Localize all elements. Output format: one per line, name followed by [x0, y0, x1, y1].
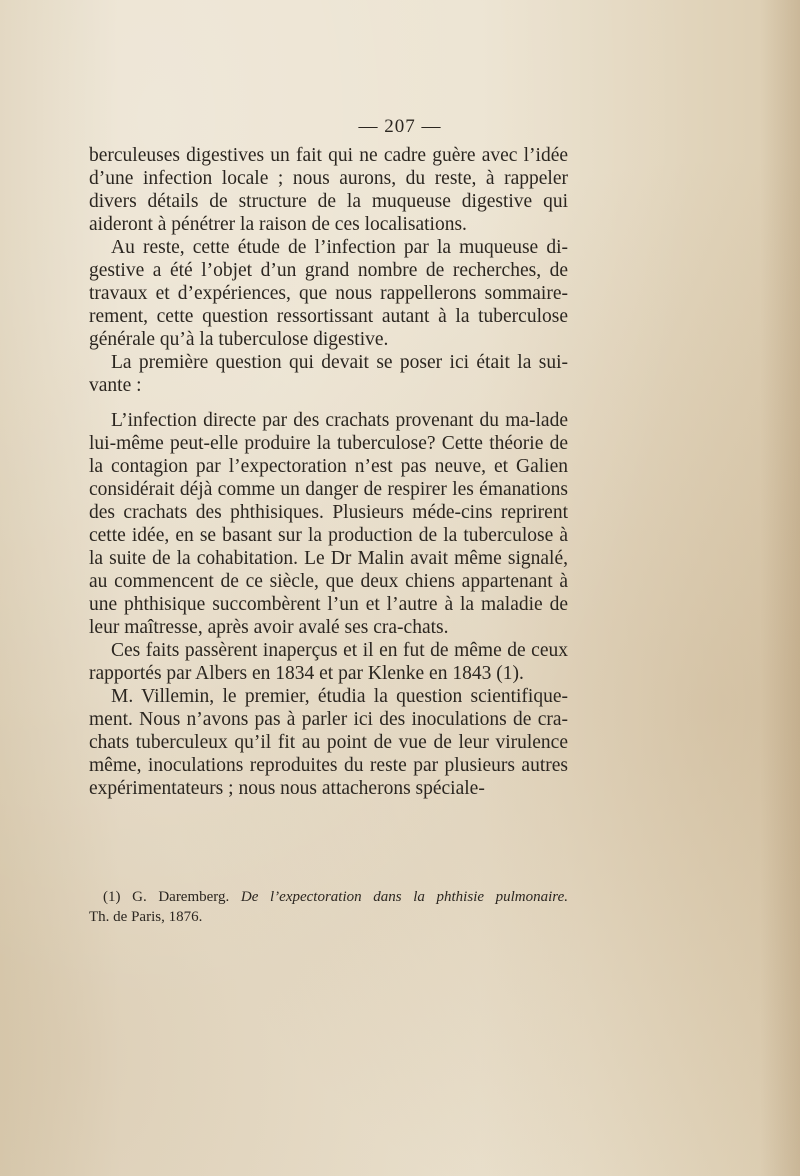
paragraph-1: berculeuses digestives un fait qui ne cadre guère avec l’idée d’une infection locale ; nous aurons, du reste, à rappeler divers détails de structure de la muqueuse digestive qui aideront à pénétrer la raison de ces localisations.: [89, 145, 568, 235]
footnote-title: De l’expectoration dans la phthisie pulmonaire.: [240, 889, 568, 905]
paragraph-3: La première question qui devait se poser ici était la sui-vante :: [89, 352, 568, 396]
page-number: — 207 —: [358, 116, 442, 137]
paragraph-gap: [89, 397, 568, 409]
paragraph-6: M. Villemin, le premier, étudia la question scientifique-ment. Nous n’avons pas à parler ici des inoculations de cra-chats tuberculeux qu’il fit au point de vue de leur virulence même, inoculations reproduites du reste par plusieurs autres expérimentateurs ; nous nous attacherons spéciale-: [89, 686, 568, 799]
footnote-line-1: [89, 887, 568, 907]
page-edge-shadow: [760, 0, 800, 1176]
paragraph-4: L’infection directe par des crachats provenant du ma-lade lui-même peut-elle produire la tuberculose? Cette théorie de la contagion par l’expectoration n’est pas neuve, et Galien considérait déjà comme un danger de respirer les émanations des crachats des phthisiques. Plusieurs méde-cins reprirent cette idée, en se basant sur la production de la tuberculose à la suite de la cohabitation. Le Dr Malin avait même signalé, au commencent de ce siècle, que deux chiens appartenant à une phthisique succombèrent l’un et l’autre à la maladie de leur maîtresse, après avoir avalé ses cra-chats.: [89, 410, 568, 638]
paragraph-5: Ces faits passèrent inaperçus et il en fut de même de ceux rapportés par Albers en 1834 et par Klenke en 1843 (1).: [89, 640, 568, 684]
paragraph-2: Au reste, cette étude de l’infection par la muqueuse di-gestive a été l’objet d’un grand nombre de recherches, de travaux et d’expériences, que nous rappellerons sommaire-rement, cette question ressortissant autant à la tuberculose générale qu’à la tuberculose digestive.: [89, 237, 568, 350]
body-text: [89, 144, 568, 800]
footnote-source: Th. de Paris, 1876.: [89, 909, 203, 925]
footnote-marker: (1) G. Daremberg.: [103, 889, 230, 905]
footnote: [89, 887, 568, 927]
